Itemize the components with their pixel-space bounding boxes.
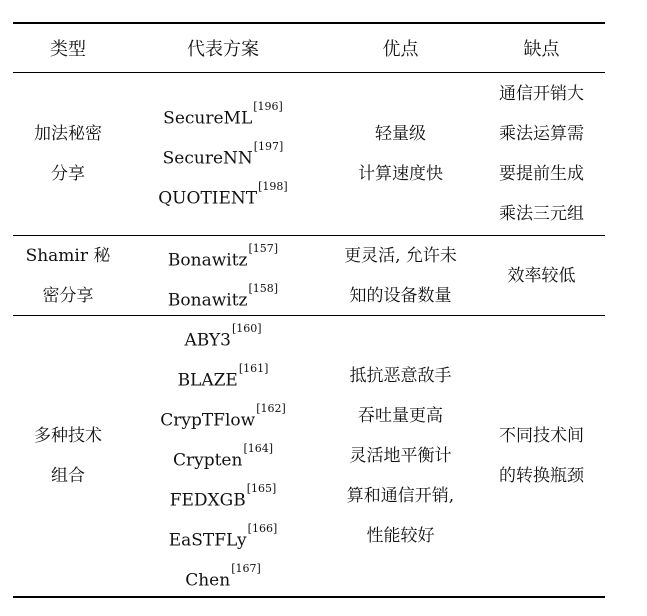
row1-cons (478, 73, 605, 235)
header-schemes-label: 代表方案 (187, 39, 259, 60)
scheme-entry: ABY3[160] (184, 322, 262, 351)
row1-pros-line: 轻量级 (375, 124, 426, 144)
row3-schemes (123, 316, 323, 596)
row2-schemes (123, 236, 323, 315)
bottom-rule (13, 596, 605, 598)
row3-pros-line: 抵抗恶意敌手 (349, 366, 452, 386)
row3-cons-line: 不同技术间 (499, 426, 584, 446)
row1-schemes (123, 73, 323, 235)
row1-cons-line: 通信开销大 (499, 84, 584, 104)
scheme-entry: CrypTFlow[162] (160, 402, 286, 431)
row2-cons-line: 效率较低 (507, 265, 576, 286)
row2-pros-line: 知的设备数量 (349, 285, 452, 306)
row2-type-line: 密分享 (42, 285, 94, 306)
row3-type (13, 316, 123, 596)
row2-type-line: Shamir 秘 (25, 245, 111, 266)
row2-type (13, 236, 123, 315)
scheme-entry: FEDXGB[165] (169, 482, 277, 511)
scheme-entry: Bonawitz[158] (167, 281, 279, 311)
row1-cons-line: 乘法三元组 (499, 204, 584, 224)
row1-type-line: 分享 (51, 164, 85, 184)
row3-pros-line: 算和通信开销, (346, 486, 455, 506)
row3-type-line: 多种技术 (34, 426, 102, 446)
row1-pros (323, 73, 478, 235)
row3-pros (323, 316, 478, 596)
header-schemes (123, 24, 323, 72)
row1-cons-line: 要提前生成 (499, 164, 584, 184)
header-pros (323, 24, 478, 72)
header-type-label: 类型 (50, 39, 86, 60)
row2-pros-line: 更灵活, 允许未 (344, 245, 457, 266)
row3-pros-line: 灵活地平衡计 (349, 446, 452, 466)
scheme-entry: BLAZE[161] (177, 362, 269, 391)
scheme-entry: SecureNN[197] (162, 140, 284, 169)
row2-cons (478, 236, 605, 315)
row3-type-line: 组合 (51, 466, 85, 486)
row2-pros (323, 236, 478, 315)
header-cons-label: 缺点 (523, 39, 560, 60)
row3-pros-line: 性能较好 (366, 526, 435, 546)
scheme-entry: EaSTFLy[166] (168, 522, 278, 551)
row3-cons-line: 的转换瓶颈 (499, 466, 584, 486)
header-cons (478, 24, 605, 72)
scheme-entry: Bonawitz[157] (167, 241, 279, 271)
row3-pros-line: 吞吐量更高 (358, 406, 443, 426)
row1-cons-line: 乘法运算需 (499, 124, 584, 144)
scheme-entry: SecureML[196] (163, 100, 283, 129)
scheme-entry: Crypten[164] (172, 442, 274, 471)
header-type (13, 24, 123, 72)
row1-type-line: 加法秘密 (34, 124, 102, 144)
header-pros-label: 优点 (382, 39, 419, 60)
row1-pros-line: 计算速度快 (358, 164, 443, 184)
scheme-entry: Chen[167] (185, 562, 261, 591)
scheme-entry: QUOTIENT[198] (158, 180, 288, 209)
row1-type (13, 73, 123, 235)
row3-cons (478, 316, 605, 596)
